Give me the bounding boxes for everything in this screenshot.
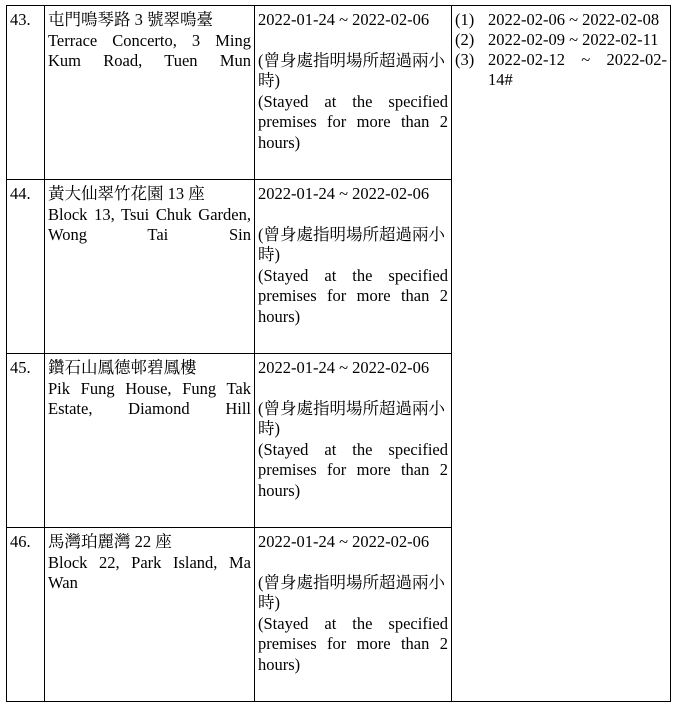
test-date-range: 2022-02-06 ~ 2022-02-08 [488,10,660,29]
premises-cell [45,528,255,702]
spacer [258,553,448,573]
row-number: 44. [7,180,45,354]
stay-note-en: (Stayed at the specified premises for more than 2 hours) [258,265,448,326]
date-range: 2022-01-24 ~ 2022-02-06 [258,358,430,377]
premises-name-en: Pik Fung House, Fung Tak Estate, Diamond Hill [48,378,251,418]
test-dates-list [455,10,667,90]
premises-name-zh: 屯門鳴琴路 3 號翠鳴臺 [48,10,213,29]
date-cell [255,354,452,528]
premises-name-en: Block 22, Park Island, Ma Wan [48,552,251,592]
date-range: 2022-01-24 ~ 2022-02-06 [258,10,430,29]
list-item [455,30,667,50]
spacer [258,31,448,51]
table-row [7,6,671,180]
row-number: 45. [7,354,45,528]
premises-name-en: Terrace Concerto, 3 Ming Kum Road, Tuen Mun [48,30,251,70]
premises-cell [45,6,255,180]
premises-name-en: Block 13, Tsui Chuk Garden, Wong Tai Sin [48,204,251,244]
test-date-range: 2022-02-12 ~ 2022-02-14# [488,50,667,89]
stay-note-en: (Stayed at the specified premises for more than 2 hours) [258,91,448,152]
date-cell [255,180,452,354]
stay-note-zh: (曾身處指明場所超過兩小時) [258,572,445,612]
spacer [258,205,448,225]
stay-note-zh: (曾身處指明場所超過兩小時) [258,398,445,438]
premises-name-zh: 黃大仙翠竹花園 13 座 [48,184,205,203]
premises-cell [45,354,255,528]
premises-cell [45,180,255,354]
date-range: 2022-01-24 ~ 2022-02-06 [258,532,430,551]
date-range: 2022-01-24 ~ 2022-02-06 [258,184,430,203]
row-number: 46. [7,528,45,702]
list-item [455,10,667,30]
premises-table [6,5,671,702]
premises-name-zh: 鑽石山鳳德邨碧鳳樓 [48,358,197,377]
date-cell [255,528,452,702]
test-date-index: (2) [455,30,475,49]
premises-name-zh: 馬灣珀麗灣 22 座 [48,532,172,551]
stay-note-zh: (曾身處指明場所超過兩小時) [258,50,445,90]
spacer [258,379,448,399]
test-date-range: 2022-02-09 ~ 2022-02-11 [488,30,659,49]
stay-note-zh: (曾身處指明場所超過兩小時) [258,224,445,264]
list-item [455,50,667,90]
test-date-index: (3) [455,50,475,69]
test-date-index: (1) [455,10,475,29]
stay-note-en: (Stayed at the specified premises for more than 2 hours) [258,439,448,500]
row-number: 43. [7,6,45,180]
stay-note-en: (Stayed at the specified premises for more than 2 hours) [258,613,448,674]
date-cell [255,6,452,180]
test-dates-cell [452,6,671,702]
